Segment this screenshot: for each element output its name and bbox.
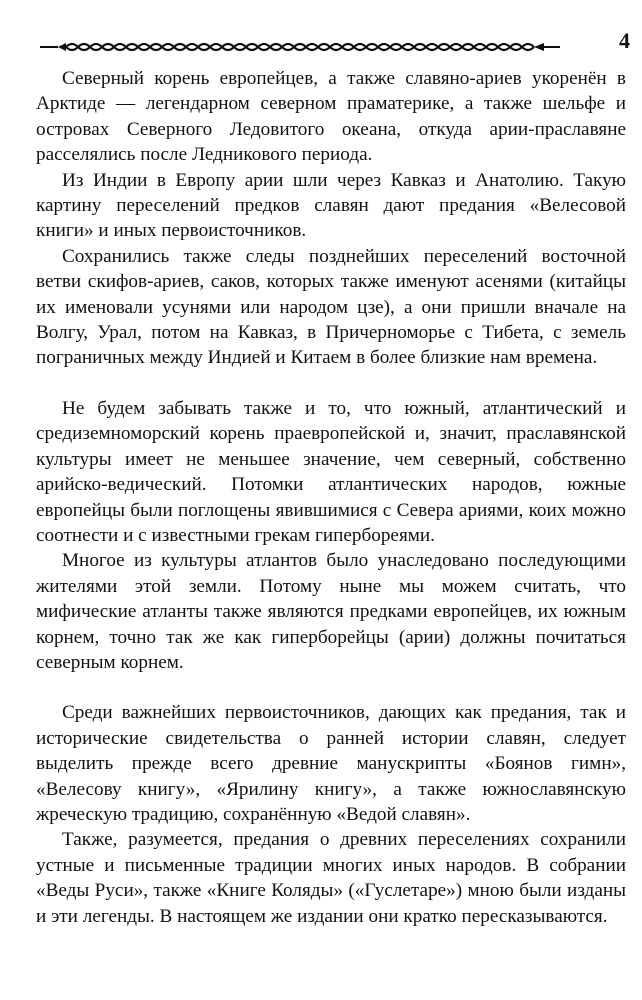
paragraph: Среди важнейших первоисточников, дающих как предания, так и исторические свидетельства о ранней истории славян, следует выделить прежде всего древние манускрипты «Боянов гимн», «Велесову книгу», «Ярилину книгу», а также южнославянскую жреческую традицию, сохранённую «Ведой славян». [36, 702, 626, 825]
page-number: 4 [619, 28, 630, 53]
main-text [36, 66, 626, 929]
rope-ornament-icon [40, 40, 560, 54]
page-header [40, 28, 630, 68]
paragraph: Северный корень европейцев, а также славяно-ариев укоренён в Арктиде — легендарном северном праматерике, а также шельфе и островах Северного Ледовитого океана, откуда арии-праславяне расселялись после Ледникового периода. [36, 68, 626, 166]
paragraph: Не будем забывать также и то, что южный, атлантический и средиземноморский корень праевропейской и, значит, праславянской культуры имеет не меньшее значение, чем северный, собственно арийско-ведический. Потомки атлантических народов, южные европейцы были поглощены явившимися с Севера ариями, коих можно соотнести и с известными грекам гипербореями. [36, 397, 626, 546]
paragraph: Также, разумеется, предания о древних переселениях сохранили устные и письменные традиции многих иных народов. В собрании «Веды Руси», также «Книге Коляды» («Гуслетаре») мною были изданы и эти легенды. В настоящем же издании они кратко пересказываются. [36, 829, 626, 927]
paragraph: Сохранились также следы позднейших переселений восточной ветви скифов-ариев, саков, которых также именуют асенями (китайцы их именовали усунями или народом цзе), а они пришли вначале на Волгу, Урал, потом на Кавказ, в Причерноморье с Тибета, с земель пограничных между Индией и Китаем в более близкие нам времена. [36, 245, 626, 369]
paragraph: Из Индии в Европу арии шли через Кавказ и Анатолию. Такую картину переселений предков славян дают предания «Велесовой книги» и иных первоисточников. [36, 169, 626, 242]
paragraph: Многое из культуры атлантов было унаследовано последующими жителями этой земли. Потому ныне мы можем считать, что мифические атланты также являются предками европейцев, их южным корнем, точно так же как гиперборейцы (арии) должны почитаться северным корнем. [36, 550, 626, 673]
